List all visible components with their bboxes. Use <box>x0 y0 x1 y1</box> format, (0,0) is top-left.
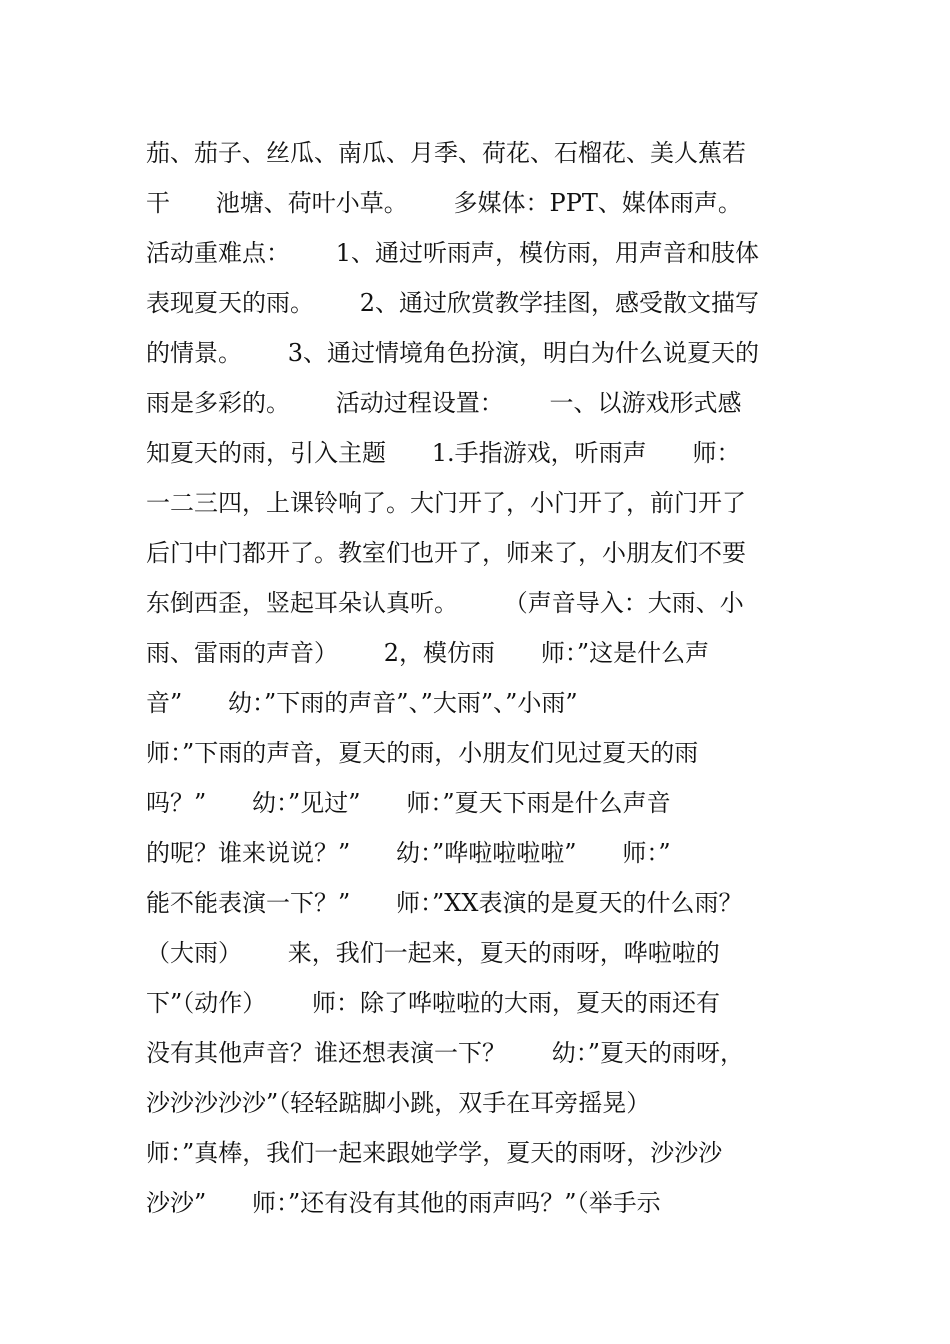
text-line: 师：”真棒，我们一起来跟她学学，夏天的雨呀，沙沙沙 <box>146 1139 723 1167</box>
text-line: 音” 幼：”下雨的声音”、”大雨”、”小雨” <box>146 689 578 717</box>
text-line: 干 池塘、荷叶小草。 多媒体：PPT、媒体雨声。 <box>146 189 742 217</box>
text-line: 活动重难点： 1、通过听雨声，模仿雨，用声音和肢体 <box>146 239 760 267</box>
lesson-plan-text <box>146 128 816 1228</box>
text-line: 知夏天的雨，引入主题 1.手指游戏，听雨声 师： <box>146 439 741 467</box>
text-line: 雨、雷雨的声音） 2，模仿雨 师：”这是什么声 <box>146 639 710 667</box>
text-line: 沙沙” 师：”还有没有其他的雨声吗？”（举手示 <box>146 1189 661 1217</box>
text-line: 东倒西歪，竖起耳朵认真听。 （声音导入：大雨、小 <box>146 589 744 617</box>
text-line: 一二三四，上课铃响了。大门开了，小门开了，前门开了 <box>146 489 746 517</box>
text-line: 后门中门都开了。教室们也开了，师来了，小朋友们不要 <box>146 539 746 567</box>
text-line: 茄、茄子、丝瓜、南瓜、月季、荷花、石榴花、美人蕉若 <box>146 139 746 167</box>
text-line: 没有其他声音？谁还想表演一下？ 幼：”夏天的雨呀， <box>146 1039 745 1067</box>
text-line: 的呢？谁来说说？” 幼：”哗啦啦啦啦” 师：” <box>146 839 671 867</box>
text-line: 的情景。 3、通过情境角色扮演，明白为什么说夏天的 <box>146 339 760 367</box>
text-line: 沙沙沙沙沙”（轻轻踮脚小跳，双手在耳旁摇晃） <box>146 1089 651 1117</box>
text-line: 吗？” 幼：”见过” 师：”夏天下雨是什么声音 <box>146 789 671 817</box>
text-line: （大雨） 来，我们一起来，夏天的雨呀，哗啦啦的 <box>146 939 720 967</box>
text-line: 表现夏天的雨。 2、通过欣赏教学挂图，感受散文描写 <box>146 289 760 317</box>
text-line: 能不能表演一下？” 师：”XX表演的是夏天的什么雨？ <box>146 889 743 917</box>
text-line: 下”（动作） 师：除了哗啦啦的大雨，夏天的雨还有 <box>146 989 721 1017</box>
text-line: 师：”下雨的声音，夏天的雨，小朋友们见过夏天的雨 <box>146 739 699 767</box>
text-line: 雨是多彩的。 活动过程设置： 一、以游戏形式感 <box>146 389 742 417</box>
